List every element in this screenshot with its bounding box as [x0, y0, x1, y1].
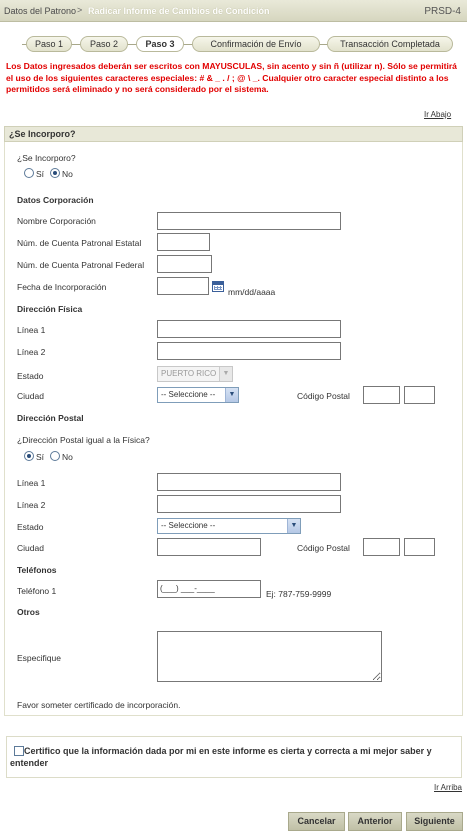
step-confirmation: Confirmación de Envío [192, 36, 320, 52]
postal-line2-label: Línea 2 [17, 500, 46, 510]
physical-city-value: -- Seleccione -- [161, 390, 216, 399]
header-bar [0, 0, 467, 22]
certify-text: Certifico que la información dada por mi en este informe es cierta y correcta a mi mejor saber y entender [10, 746, 432, 768]
postal-state-label: Estado [17, 522, 44, 532]
physical-zip-label: Código Postal [297, 391, 350, 401]
physical-heading: Dirección Física [17, 304, 83, 314]
postal-same-question: ¿Dirección Postal igual a la Física? [17, 435, 150, 445]
corp-heading: Datos Corporación [17, 195, 94, 205]
postal-zip-label: Código Postal [297, 543, 350, 553]
incorporated-question: ¿Se Incorporo? [17, 153, 76, 163]
breadcrumb-separator: > [77, 5, 83, 15]
postal-zip-ext-input[interactable] [404, 538, 435, 556]
step-3: Paso 3 [136, 36, 184, 52]
physical-line2-label: Línea 2 [17, 347, 46, 357]
physical-city-label: Ciudad [17, 391, 44, 401]
step-2: Paso 2 [80, 36, 128, 52]
physical-line1-label: Línea 1 [17, 325, 46, 335]
chevron-down-icon[interactable]: ▼ [225, 388, 238, 402]
corp-name-label: Nombre Corporación [17, 216, 96, 226]
incorporated-yes-radio[interactable] [24, 168, 34, 178]
form-code: PRSD-4 [424, 6, 461, 17]
phone1-input[interactable] [157, 580, 261, 598]
chevron-down-icon: ▼ [219, 367, 232, 381]
state-account-label: Núm. de Cuenta Patronal Estatal [17, 238, 142, 248]
uppercase-warning: Los Datos ingresados deberán ser escritos con MAYUSCULAS, sin acento y sin ñ (utilizar n). Sólo se permitirá el uso de los siguientes caracteres especiales: # & _ . / ; @ \ _. Cualquier otro caracter especial distinto a los permitidos será eliminado y no será considerado por el sistema. [6, 61, 457, 94]
specify-label: Especifique [17, 653, 61, 663]
breadcrumb-current: Radicar Informe de Cambios de Condición [88, 6, 270, 16]
previous-button[interactable]: Anterior [348, 812, 402, 831]
postal-zip-input[interactable] [363, 538, 400, 556]
phone1-label: Teléfono 1 [17, 586, 57, 596]
incorporation-date-label: Fecha de Incorporación [17, 282, 107, 292]
go-down-link[interactable]: Ir Abajo [424, 110, 452, 119]
postal-heading: Dirección Postal [17, 413, 84, 423]
step-1: Paso 1 [26, 36, 72, 52]
physical-line2-input[interactable] [157, 342, 341, 360]
postal-city-label: Ciudad [17, 543, 44, 553]
postal-same-yes-label: Sí [36, 452, 45, 462]
date-format-hint: mm/dd/aaaa [228, 287, 276, 297]
go-up-link[interactable]: Ir Arriba [434, 783, 463, 792]
postal-state-value: -- Seleccione -- [161, 521, 216, 530]
phones-heading: Teléfonos [17, 565, 57, 575]
postal-same-yes-radio[interactable] [24, 451, 34, 461]
chevron-down-icon[interactable]: ▼ [287, 519, 300, 533]
physical-state-value: PUERTO RICO [161, 369, 217, 378]
calendar-icon[interactable] [212, 281, 224, 292]
federal-account-label: Núm. de Cuenta Patronal Federal [17, 260, 145, 270]
postal-line2-input[interactable] [157, 495, 341, 513]
others-heading: Otros [17, 607, 40, 617]
phone1-mask: (___) ___-____ [160, 584, 215, 593]
physical-city-select[interactable] [157, 387, 239, 403]
physical-line1-input[interactable] [157, 320, 341, 338]
postal-line1-label: Línea 1 [17, 478, 46, 488]
postal-state-select[interactable] [157, 518, 301, 534]
incorporation-certificate-note: Favor someter certificado de incorporación. [17, 700, 181, 710]
certify-box [6, 736, 462, 778]
postal-city-input[interactable] [157, 538, 261, 556]
federal-account-input[interactable] [157, 255, 212, 273]
section-title: ¿Se Incorporo? [4, 126, 463, 142]
postal-same-no-radio[interactable] [50, 451, 60, 461]
physical-zip-input[interactable] [363, 386, 400, 404]
incorporated-yes-label: Sí [36, 169, 45, 179]
physical-state-label: Estado [17, 371, 44, 381]
step-completed: Transacción Completada [327, 36, 453, 52]
cancel-button[interactable]: Cancelar [288, 812, 345, 831]
specify-textarea[interactable] [157, 631, 382, 682]
breadcrumb-parent[interactable]: Datos del Patrono [4, 6, 77, 16]
phone-example: Ej: 787-759-9999 [266, 589, 332, 599]
physical-state-select [157, 366, 233, 382]
postal-same-no-label: No [62, 452, 73, 462]
incorporated-no-radio[interactable] [50, 168, 60, 178]
incorporation-date-input[interactable] [157, 277, 209, 295]
state-account-input[interactable] [157, 233, 210, 251]
next-button[interactable]: Siguiente [406, 812, 463, 831]
incorporated-no-label: No [62, 169, 73, 179]
postal-line1-input[interactable] [157, 473, 341, 491]
corp-name-input[interactable] [157, 212, 341, 230]
physical-zip-ext-input[interactable] [404, 386, 435, 404]
